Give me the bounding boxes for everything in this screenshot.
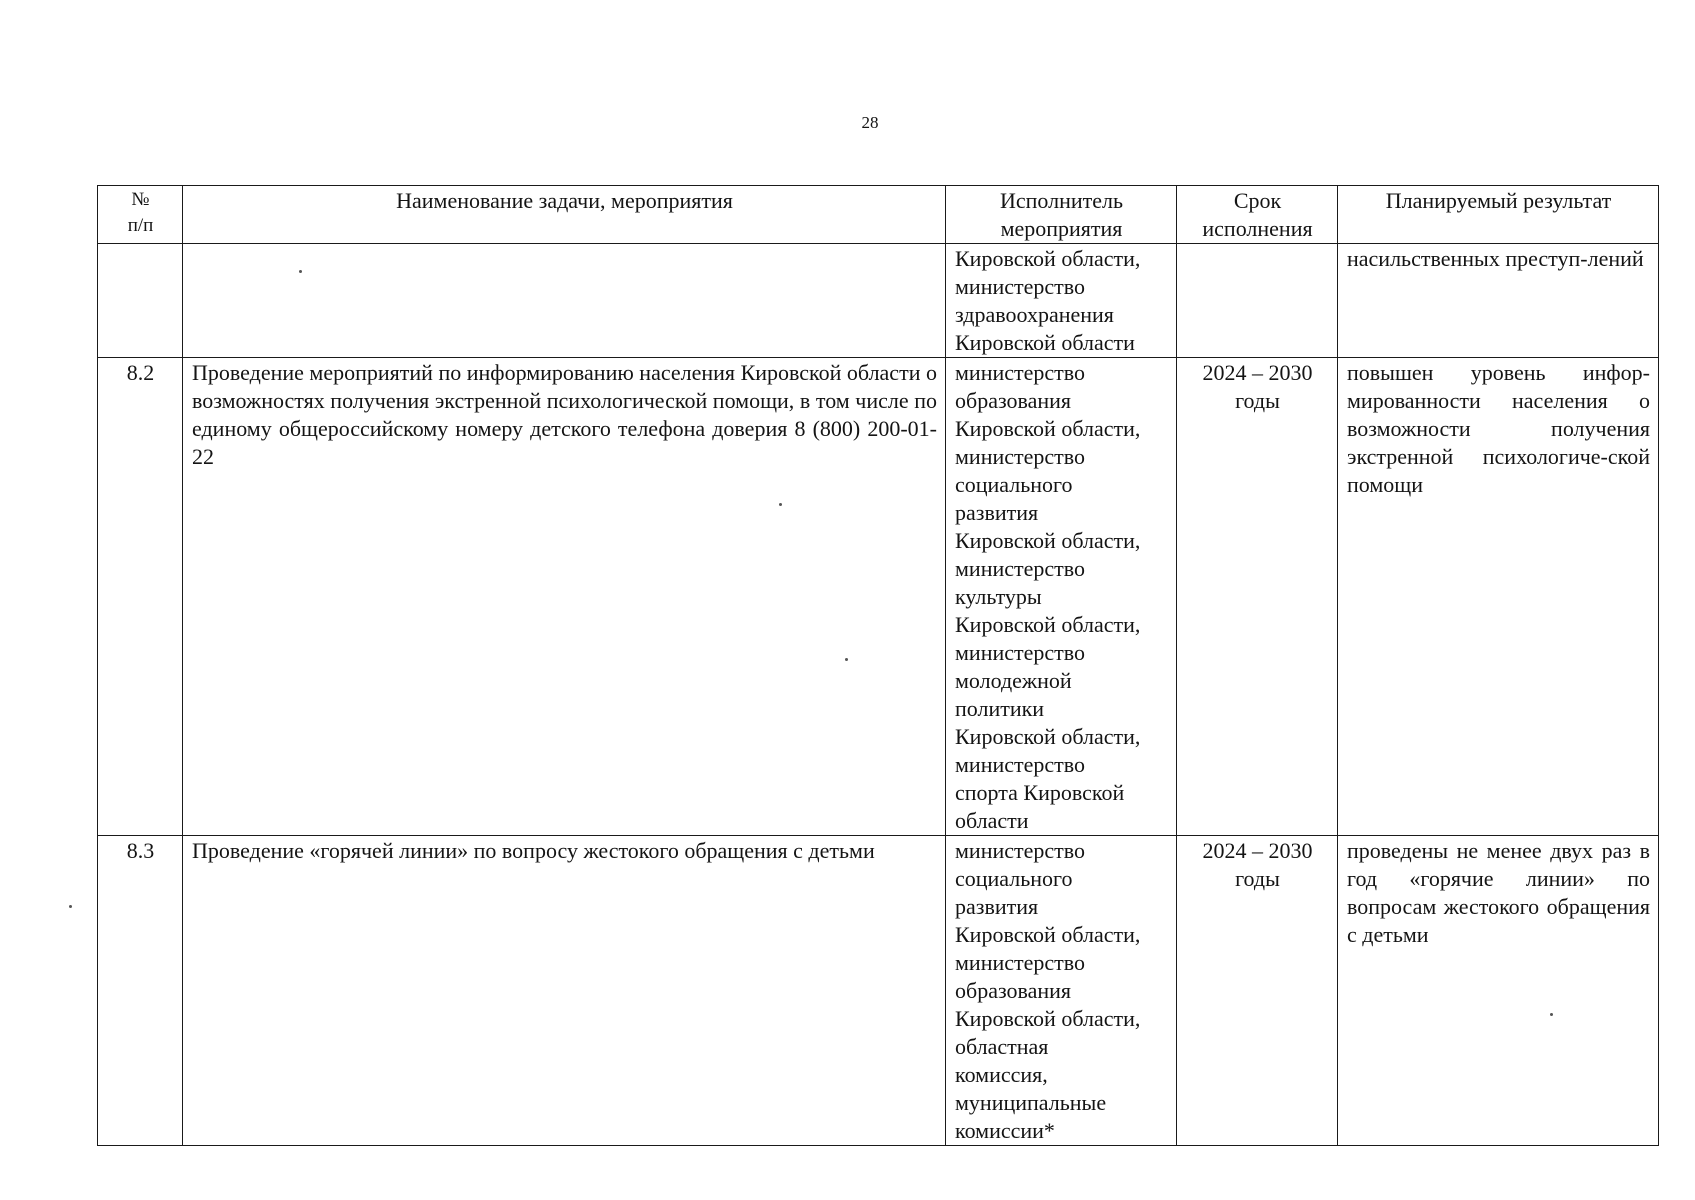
row-result: проведены не менее двух раз в год «горячие линии» по вопросам жестокого обращения с детьми xyxy=(1338,836,1659,1146)
row-executor xyxy=(946,358,1177,836)
executor-line: Кировской области, xyxy=(955,612,1141,637)
executor-line: Кировской области, xyxy=(955,922,1141,947)
scan-speck xyxy=(779,503,782,506)
executor-line: социального xyxy=(955,472,1073,497)
executor-line: развития xyxy=(955,500,1039,525)
executor-line: Кировской области, xyxy=(955,246,1141,271)
header-num xyxy=(98,186,183,244)
executor-line: образования xyxy=(955,978,1072,1003)
table-row xyxy=(98,244,1659,358)
row-task: Проведение «горячей линии» по вопросу жестокого обращения с детьми xyxy=(183,836,946,1146)
executor-line: развития xyxy=(955,894,1039,919)
executor-line: культуры xyxy=(955,584,1042,609)
executor-line: министерство xyxy=(955,360,1086,385)
header-executor-line-2: мероприятия xyxy=(1000,216,1123,241)
scan-speck xyxy=(1550,1013,1553,1016)
executor-line: министерство xyxy=(955,274,1086,299)
header-num-line-2: п/п xyxy=(127,215,154,236)
header-deadline-line-1: Срок xyxy=(1233,188,1282,213)
executor-line: Кировской области, xyxy=(955,528,1141,553)
executor-line: области xyxy=(955,808,1029,833)
executor-line: министерство xyxy=(955,838,1086,863)
row-result: насильственных преступ-лений xyxy=(1338,244,1659,358)
executor-line: комиссии* xyxy=(955,1118,1055,1143)
executor-line: Кировской области, xyxy=(955,416,1141,441)
header-deadline xyxy=(1177,186,1338,244)
row-task xyxy=(183,244,946,358)
header-result: Планируемый результат xyxy=(1338,186,1659,244)
header-executor xyxy=(946,186,1177,244)
executor-line: муниципальные xyxy=(955,1090,1107,1115)
executor-line: Кировской области, xyxy=(955,1006,1141,1031)
executor-line: комиссия, xyxy=(955,1062,1048,1087)
row-executor xyxy=(946,836,1177,1146)
page-number: 28 xyxy=(861,113,879,132)
row-task: Проведение мероприятий по информированию населения Кировской области о возможностях получения экстренной психологической помощи, в том числе по единому общероссийскому номеру детского телефона доверия 8 (800) 200-01-22 xyxy=(183,358,946,836)
scan-speck xyxy=(845,658,848,661)
header-task: Наименование задачи, мероприятия xyxy=(183,186,946,244)
row-num: 8.2 xyxy=(98,358,183,836)
scan-speck xyxy=(69,905,72,908)
executor-line: молодежной xyxy=(955,668,1072,693)
row-deadline: 2024 – 2030 годы xyxy=(1177,836,1338,1146)
row-num xyxy=(98,244,183,358)
row-executor xyxy=(946,244,1177,358)
header-executor-line-1: Исполнитель xyxy=(999,188,1124,213)
row-deadline xyxy=(1177,244,1338,358)
executor-line: министерство xyxy=(955,752,1086,777)
measures-table xyxy=(97,185,1659,1146)
table-header-row xyxy=(98,186,1659,244)
row-deadline: 2024 – 2030 годы xyxy=(1177,358,1338,836)
row-result: повышен уровень инфор-мированности населения о возможности получения экстренной психологиче-ской помощи xyxy=(1338,358,1659,836)
executor-line: социального xyxy=(955,866,1073,891)
scan-speck xyxy=(299,270,302,273)
executor-line: спорта Кировской xyxy=(955,780,1125,805)
executor-line: здравоохранения xyxy=(955,302,1114,327)
executor-line: политики xyxy=(955,696,1045,721)
header-num-line-1: № xyxy=(131,189,150,210)
executor-line: Кировской области, xyxy=(955,724,1141,749)
executor-line: министерство xyxy=(955,950,1086,975)
executor-line: областная xyxy=(955,1034,1049,1059)
executor-line: министерство xyxy=(955,640,1086,665)
table-row xyxy=(98,836,1659,1146)
executor-line: Кировской области xyxy=(955,330,1135,355)
executor-line: министерство xyxy=(955,556,1086,581)
table-row xyxy=(98,358,1659,836)
header-deadline-line-2: исполнения xyxy=(1202,216,1313,241)
executor-line: министерство xyxy=(955,444,1086,469)
executor-line: образования xyxy=(955,388,1072,413)
row-num: 8.3 xyxy=(98,836,183,1146)
